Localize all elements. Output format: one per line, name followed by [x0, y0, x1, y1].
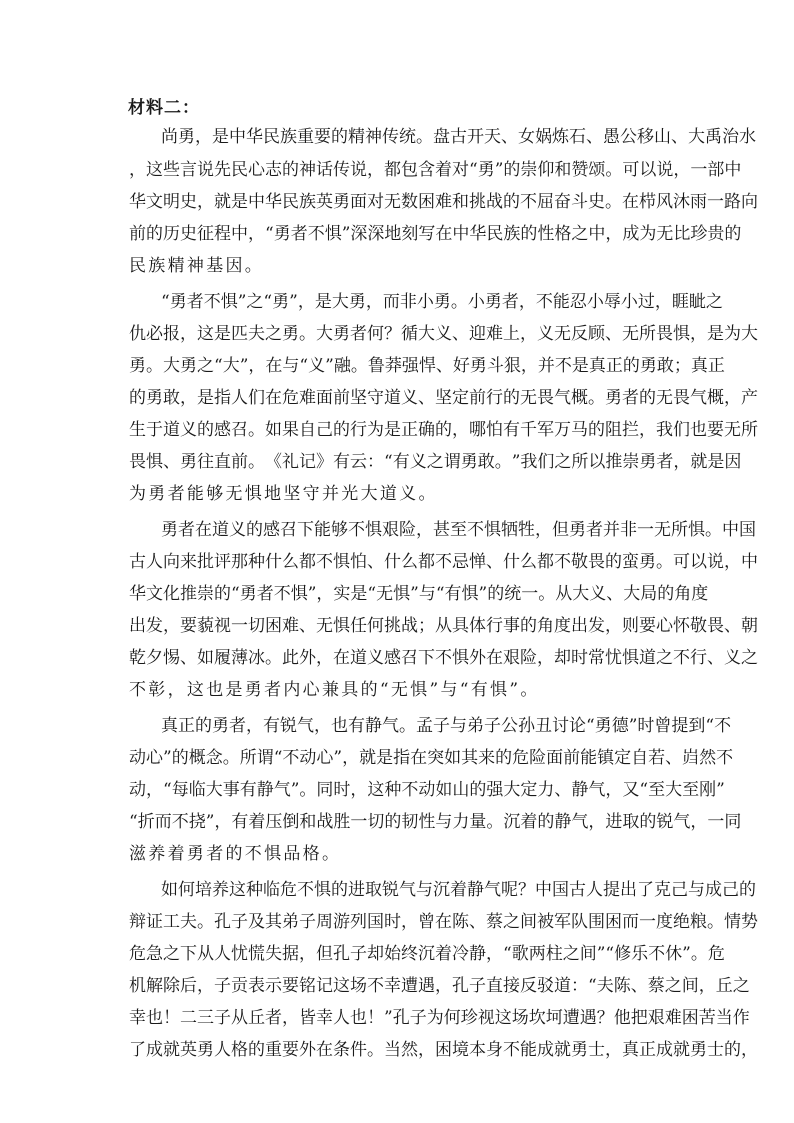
text-line: 前 的 历 史 征 程 中 ， “ 勇 者 不 惧 ” 深 深 地 刻 写 在 中 华 民 族 的 性 格 之 中 ， 成 为 无 比 珍 贵 的: [129, 224, 742, 244]
text-line: 生 于 道 义 的 感 召 。 如 果 自 己 的 行 为 是 正 确 的 ， 哪 怕 有 千 军 万 马 的 阻 拦 ， 我 们 也 要 无 所: [129, 420, 758, 440]
text-line: 动 心 ” 的 概 念 。 所 谓 “ 不 动 心 ” ， 就 是 指 在 突 如 其 来 的 危 险 面 前 能 镇 定 自 若 、 岿 然 不: [129, 748, 734, 768]
text-line: 乾 夕 惕 、 如 履 薄 冰 。 此 外 ， 在 道 义 感 召 下 不 惧 外 在 艰 险 ， 却 时 常 忧 惧 道 之 不 行 、 义 之: [129, 648, 758, 668]
text-line: 勇 者 在 道 义 的 感 召 下 能 够 不 惧 艰 险 ， 甚 至 不 惧 牺 牲 ， 但 勇 者 并 非 一 无 所 惧 。 中 国: [161, 520, 756, 540]
text-line: 勇 。 大 勇 之 “ 大 ” ， 在 与 “ 义 ” 融 。 鲁 莽 强 悍 、 好 勇 斗 狠 ， 并 不 是 真 正 的 勇 敢 ； 真 正: [129, 356, 725, 376]
text-line: 为 勇 者 能 够 无 惧 地 坚 守 并 光 大 道 义 。: [129, 484, 436, 504]
text-line: 畏 惧 、 勇 往 直 前 。 《 礼 记 》 有 云 ： “ 有 义 之 谓 勇 敢 。 ” 我 们 之 所 以 推 崇 勇 者 ， 就 是 因: [129, 452, 742, 472]
text-line: 如 何 培 养 这 种 临 危 不 惧 的 进 取 锐 气 与 沉 着 静 气 呢 ？ 中 国 古 人 提 出 了 克 己 与 成 己 的: [161, 880, 756, 900]
text-line: 华 文 化 推 崇 的 “ 勇 者 不 惧 ” ， 实 是 “ 无 惧 ” 与 “ 有 惧 ” 的 统 一 。 从 大 义 、 大 局 的 角 度: [129, 584, 709, 604]
text-line: 滋 养 着 勇 者 的 不 惧 品 格 。: [129, 844, 339, 864]
section-heading: 材料二：: [128, 98, 200, 118]
text-line: 尚 勇 ， 是 中 华 民 族 重 要 的 精 神 传 统 。 盘 古 开 天 、 女 娲 炼 石 、 愚 公 移 山 、 大 禹 治 水: [161, 127, 756, 147]
text-line: 仇 必 报 ， 这 是 匹 夫 之 勇 。 大 勇 者 何 ？ 循 大 义 、 迎 难 上 ， 义 无 反 顾 、 无 所 畏 惧 ， 是 为 大: [129, 324, 758, 344]
text-line: 出 发 ， 要 藐 视 一 切 困 难 、 无 惧 任 何 挑 战 ； 从 具 体 行 事 的 角 度 出 发 ， 则 要 心 怀 敬 畏 、 朝: [129, 616, 758, 636]
text-line: 了 成 就 英 勇 人 格 的 重 要 外 在 条 件 。 当 然 ， 困 境 本 身 不 能 成 就 勇 士 ， 真 正 成 就 勇 士 的 ，: [129, 1040, 758, 1060]
text-line: 民 族 精 神 基 因 。: [129, 256, 262, 276]
text-line: 真 正 的 勇 者 ， 有 锐 气 ， 也 有 静 气 。 孟 子 与 弟 子 公 孙 丑 讨 论 “ 勇 德 ” 时 曾 提 到 “ 不: [161, 716, 732, 736]
text-line: 幸 也 ！ 二 三 子 从 丘 者 ， 皆 幸 人 也 ！ ” 孔 子 为 何 珍 视 这 场 坎 坷 遭 遇 ？ 他 把 艰 难 困 苦 当 作: [129, 1008, 750, 1028]
text-line: 华 文 明 史 ， 就 是 中 华 民 族 英 勇 面 对 无 数 困 难 和 挑 战 的 不 屈 奋 斗 史 。 在 栉 风 沐 雨 一 路 向: [129, 192, 758, 212]
text-line: 古 人 向 来 批 评 那 种 什 么 都 不 惧 怕 、 什 么 都 不 忌 惮 、 什 么 都 不 敬 畏 的 蛮 勇 。 可 以 说 ， 中: [129, 552, 758, 572]
text-line: 辩 证 工 夫 。 孔 子 及 其 弟 子 周 游 列 国 时 ， 曾 在 陈 、 蔡 之 间 被 军 队 围 困 而 一 度 绝 粮 。 情 势: [129, 912, 758, 932]
text-line: 不 彰 ， 这 也 是 勇 者 内 心 兼 具 的 “ 无 惧 ” 与 “ 有 惧 ” 。: [129, 680, 538, 700]
text-line: 危 急 之 下 从 人 忧 慌 失 据 ， 但 孔 子 却 始 终 沉 着 冷 静 ， “ 歌 两 柱 之 间 ” “ 修 乐 不 休 ” 。 危: [129, 944, 725, 964]
text-line: 的 勇 敢 ， 是 指 人 们 在 危 难 面 前 坚 守 道 义 、 坚 定 前 行 的 无 畏 气 概 。 勇 者 的 无 畏 气 概 ， 产: [129, 388, 758, 408]
text-line: “ 勇 者 不 惧 ” 之 “ 勇 ” ， 是 大 勇 ， 而 非 小 勇 。 小 勇 者 ， 不 能 忍 小 辱 小 过 ， 睚 眦 之: [161, 292, 723, 312]
text-line: ， 这 些 言 说 先 民 心 志 的 神 话 传 说 ， 都 包 含 着 对 “ 勇 ” 的 崇 仰 和 赞 颂 。 可 以 说 ， 一 部 中: [129, 160, 742, 180]
text-line: 机 解 除 后 ， 子 贡 表 示 要 铭 记 这 场 不 幸 遭 遇 ， 孔 子 直 接 反 驳 道 ： “ 夫 陈 、 蔡 之 间 ， 丘 之: [129, 976, 750, 996]
text-line: 动 ， “ 每 临 大 事 有 静 气 ” 。 同 时 ， 这 种 不 动 如 山 的 强 大 定 力 、 静 气 ， 又 “ 至 大 至 刚 ”: [129, 780, 725, 800]
text-line: “ 折 而 不 挠 ” ， 有 着 压 倒 和 战 胜 一 切 的 韧 性 与 力 量 。 沉 着 的 静 气 ， 进 取 的 锐 气 ， 一 同: [129, 812, 742, 832]
